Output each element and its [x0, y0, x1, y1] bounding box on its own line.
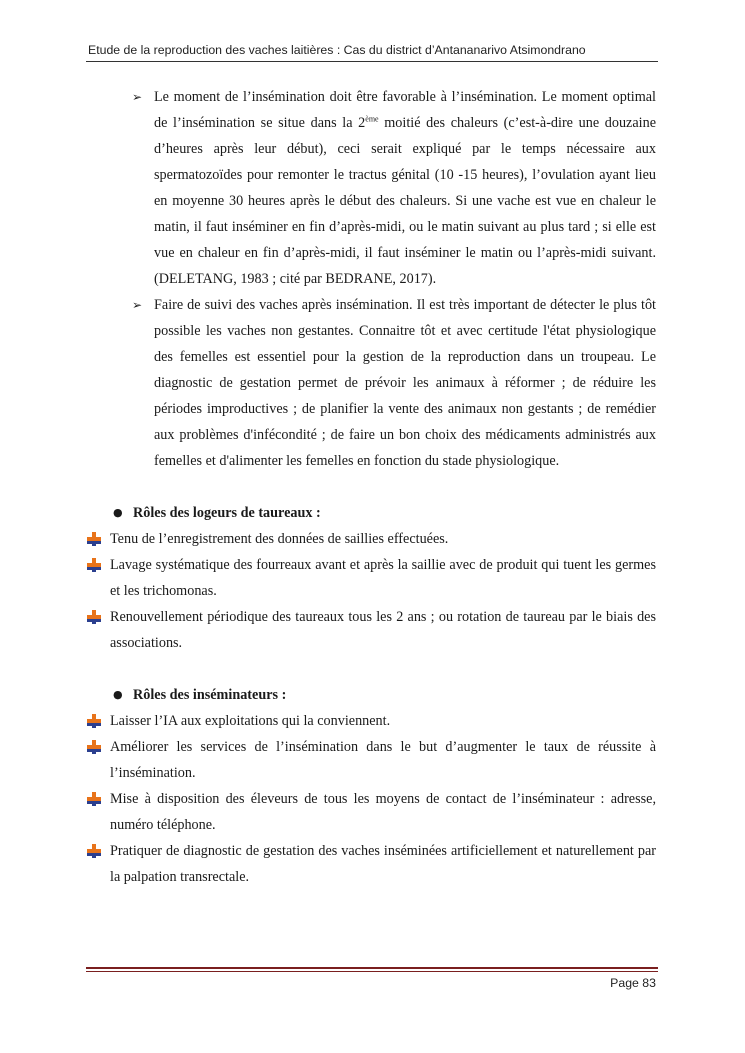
list-item-text: Tenu de l’enregistrement des données de saillies effectuées.	[110, 531, 449, 547]
list-item-text: Laisser l’IA aux exploitations qui la conviennent.	[110, 713, 391, 729]
page-header: Etude de la reproduction des vaches laitières : Cas du district d’Antananarivo Atsimondrano	[88, 43, 586, 57]
cross-bullet-icon	[87, 844, 101, 858]
page-body	[0, 84, 745, 890]
cross-bullet-icon	[87, 792, 101, 806]
list-item	[110, 526, 656, 552]
list-item-text: Lavage systématique des fourreaux avant et après la saillie avec de produit qui tuent les germes et les trichomonas.	[110, 557, 656, 599]
footer-divider-thin	[86, 971, 658, 972]
paragraph-text: Le moment de l’insémination doit être favorable à l’insémination. Le moment optimal de l’insémination se situe dans la 2	[154, 89, 656, 131]
arrow-bullet-icon: ➢	[132, 298, 143, 312]
list-item	[110, 708, 656, 734]
cross-bullet-icon	[87, 558, 101, 572]
cross-bullet-icon	[87, 740, 101, 754]
dot-bullet-icon: ●	[113, 688, 123, 701]
arrow-list-item	[132, 292, 656, 474]
list-item-text: Améliorer les services de l’insémination dans le but d’augmenter le taux de réussite à l’insémination.	[110, 739, 656, 781]
section-title-inseminateurs	[113, 682, 745, 708]
list-item-text: Pratiquer de diagnostic de gestation des vaches inséminées artificiellement et naturellement par la palpation transrectale.	[110, 843, 656, 885]
dot-bullet-icon: ●	[113, 506, 123, 519]
superscript: ème	[365, 114, 379, 124]
section-title-text: Rôles des logeurs de taureaux :	[133, 505, 321, 521]
arrow-bullet-icon: ➢	[132, 90, 143, 104]
list-item-text: Mise à disposition des éleveurs de tous les moyens de contact de l’inséminateur : adresse, numéro téléphone.	[110, 791, 656, 833]
footer-divider	[86, 967, 658, 969]
list-item	[110, 786, 656, 838]
cross-bullet-icon	[87, 610, 101, 624]
list-item	[110, 734, 656, 786]
arrow-list-item	[132, 84, 656, 292]
section-title-text: Rôles des inséminateurs :	[133, 687, 287, 703]
paragraph-text: moitié des chaleurs (c’est-à-dire une douzaine d’heures après leur début), ceci serait expliqué par le temps nécessaire aux spermatozoïdes pour remonter le tractus génital (10 -15 heures), l’ovulation ayant lieu en moyenne 30 heures après le début des chaleurs. Si une vache est vue en chaleur le matin, il faut inséminer en fin d’après-midi, ou le matin suivant au plus tard ; si elle est vue en chaleur en fin d’après-midi, il faut inséminer le matin ou l’après-midi suivant. (DELETANG, 1983 ; cité par BEDRANE, 2017).	[154, 115, 656, 287]
section-title-logeurs	[113, 500, 745, 526]
paragraph-text: Faire de suivi des vaches après insémination. Il est très important de détecter le plus tôt possible les vaches non gestantes. Connaitre tôt et avec certitude l'état physiologique des femelles est essentiel pour la gestion de la reproduction dans un troupeau. Le diagnostic de gestation permet de prévoir les animaux à réformer ; de réduire les périodes improductives ; de planifier la vente des animaux non gestants ; de remédier aux problèmes d'infécondité ; de faire un bon choix des médicaments administrés aux femelles et d'alimenter les femelles en fonction du stade physiologique.	[154, 297, 656, 469]
cross-bullet-icon	[87, 532, 101, 546]
page-number: Page 83	[610, 976, 656, 990]
list-item	[110, 604, 656, 656]
cross-bullet-icon	[87, 714, 101, 728]
list-item	[110, 552, 656, 604]
list-item-text: Renouvellement périodique des taureaux tous les 2 ans ; ou rotation de taureau par le biais des associations.	[110, 609, 656, 651]
list-item	[110, 838, 656, 890]
header-divider	[86, 61, 658, 62]
